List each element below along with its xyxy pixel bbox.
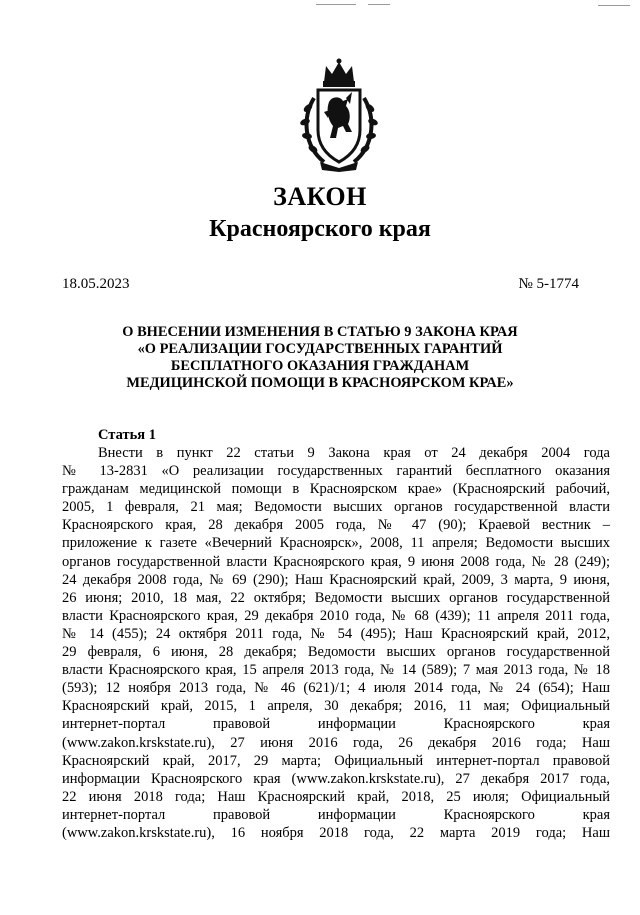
heading-line: МЕДИЦИНСКОЙ ПОМОЩИ В КРАСНОЯРСКОМ КРАЕ» [126, 375, 514, 391]
body-line: (www.zakon.krskstate.ru), 27 июня 2016 года, 26 декабря 2016 года; Наш [62, 734, 610, 751]
document-title: ЗАКОН [273, 182, 367, 211]
body-line: приложение к газете «Вечерний Красноярск», 2008, 11 апреля; Ведомости высших [62, 535, 610, 552]
body-line: 2005, 1 февраля, 21 мая; Ведомости высших органов государственной власти [62, 499, 610, 516]
body-line: № 14 (455); 24 октября 2011 года, № 54 (495); Наш Красноярский край, 2012, [62, 625, 610, 642]
body-line: (www.zakon.krskstate.ru), 16 ноября 2018 года, 22 марта 2019 года; Наш [62, 824, 610, 841]
body-line: Красноярского края, 28 декабря 2005 года, № 47 (90); Краевой вестник – [62, 517, 610, 534]
body-line: интернет-портал правовой информации Красноярского края [62, 806, 610, 823]
heading-line: О ВНЕСЕНИИ ИЗМЕНЕНИЯ В СТАТЬЮ 9 ЗАКОНА КРАЯ [122, 324, 518, 340]
body-line: (593); 12 ноября 2013 года, № 46 (621)/1; 4 июля 2014 года, № 24 (654); Наш [62, 680, 610, 697]
document-date: 18.05.2023 [62, 276, 130, 292]
heading-line: БЕСПЛАТНОГО ОКАЗАНИЯ ГРАЖДАНАМ [170, 358, 470, 374]
body-line: 24 декабря 2008 года, № 69 (290); Наш Красноярский край, 2009, 3 марта, 9 июня, [62, 571, 610, 588]
scan-line [598, 5, 630, 6]
body-line: информации Красноярского края (www.zakon.krskstate.ru), 27 декабря 2017 года, [62, 770, 610, 787]
body-line: власти Красноярского края, 29 декабря 2010 года, № 68 (439); 11 апреля 2011 года, [62, 607, 610, 624]
body-line: № 13-2831 «О реализации государственных гарантий бесплатного оказания [62, 463, 610, 480]
document-number: № 5-1774 [518, 276, 579, 292]
coat-of-arms-icon [296, 58, 382, 172]
document-subtitle: Красноярского края [209, 216, 431, 242]
body-line: органов государственной власти Красноярского края, 9 июня 2008 года, № 28 (249); [62, 553, 610, 570]
article-label: Статья 1 [98, 427, 156, 443]
body-line: власти Красноярского края, 15 апреля 2013 года, № 14 (589); 7 мая 2013 года, № 18 [62, 662, 610, 679]
body-line: гражданам медицинской помощи в Красноярском крае» (Красноярский рабочий, [62, 481, 610, 498]
body-line: Внести в пункт 22 статьи 9 Закона края от 24 декабря 2004 года [98, 445, 610, 461]
scan-line [316, 4, 356, 5]
law-heading [60, 324, 580, 392]
body-line: 26 июня; 2010, 18 мая, 22 октября; Ведомости высших органов государственной [62, 589, 610, 606]
body-line: Красноярский край, 2017, 29 марта; Официальный интернет-портал правовой [62, 752, 610, 769]
article-body [62, 444, 610, 842]
scan-line [368, 4, 390, 5]
body-line: 29 февраля, 6 июня, 28 декабря; Ведомости высших органов государственной [62, 644, 610, 661]
heading-line: «О РЕАЛИЗАЦИИ ГОСУДАРСТВЕННЫХ ГАРАНТИЙ [137, 341, 503, 357]
body-line: интернет-портал правовой информации Красноярского края [62, 716, 610, 733]
body-line: 22 июня 2018 года; Наш Красноярский край, 2018, 25 июля; Официальный [62, 788, 610, 805]
body-line: Красноярский край, 2015, 1 апреля, 30 декабря; 2016, 11 мая; Официальный [62, 698, 610, 715]
